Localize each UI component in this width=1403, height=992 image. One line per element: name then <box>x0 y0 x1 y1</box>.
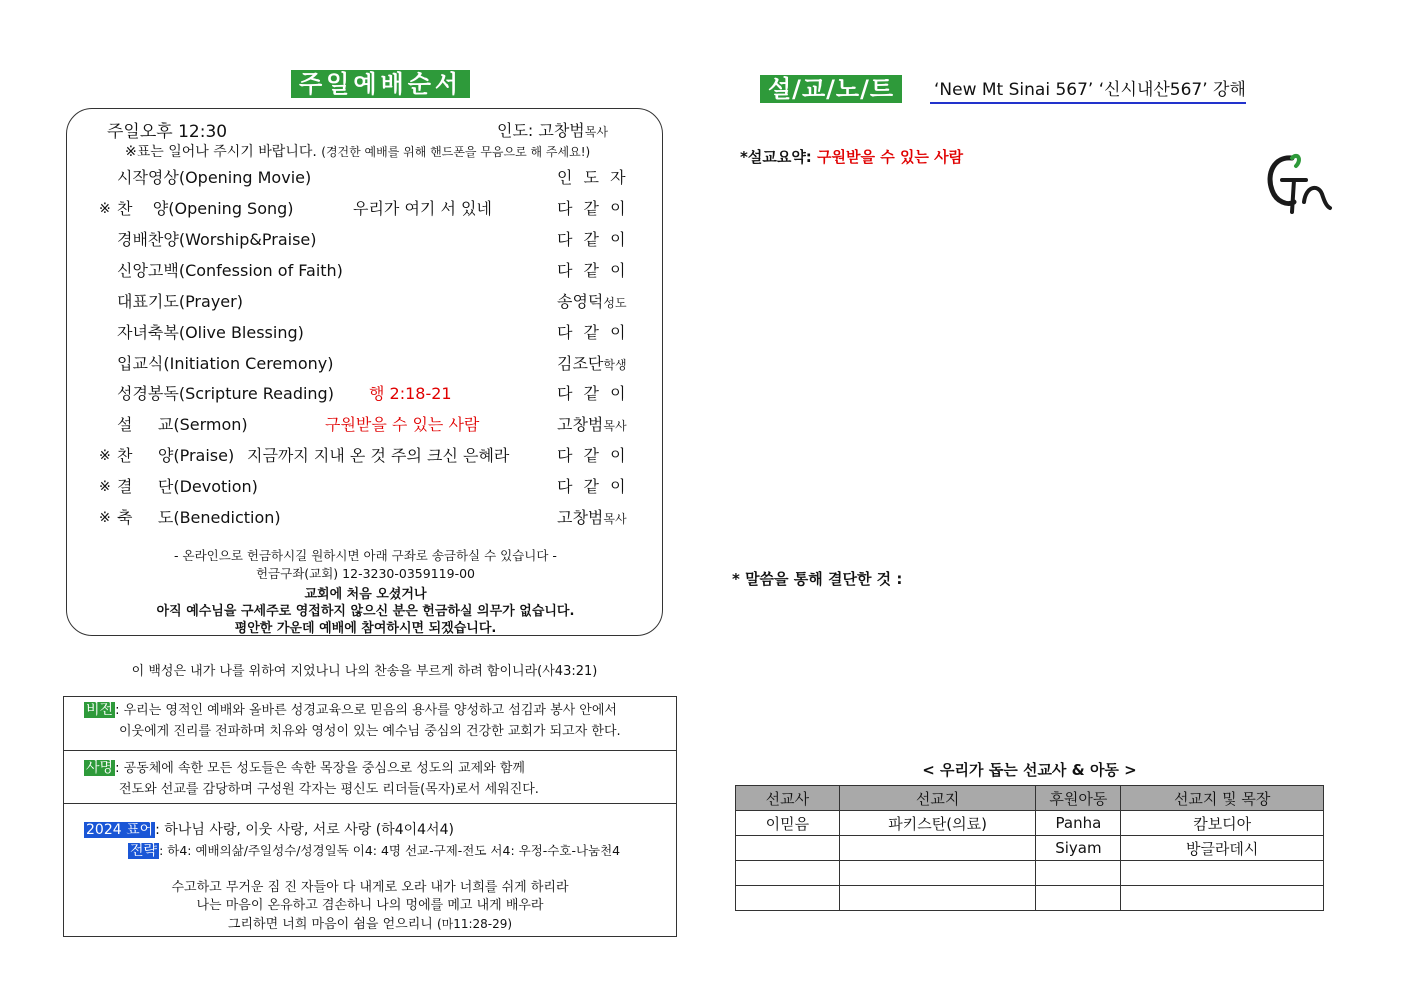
sermon-note-title: 설/교/노/트 <box>760 75 902 103</box>
mission-text-2: 전도와 선교를 감당하며 구성원 각자는 평신도 리더들(목자)로서 세워진다. <box>119 782 539 797</box>
order-item <box>67 196 664 222</box>
vision-section <box>64 697 676 751</box>
welcome-line-3: 평안한 가운데 예배에 참여하시면 되겠습니다. <box>234 621 497 636</box>
order-item-detail: 구원받을 수 있는 사람 <box>325 415 480 434</box>
stand-mark: ※ <box>99 448 111 464</box>
mission-label: 사명 <box>86 760 114 776</box>
welcome-line-2: 아직 예수님을 구세주로 영접하지 않으신 분은 헌금하실 의무가 없습니다. <box>156 604 575 619</box>
table-cell: 캄보디아 <box>1121 811 1324 836</box>
sermon-summary: *설교요약: 구원받을 수 있는 사람 <box>740 148 964 166</box>
order-item <box>67 412 664 438</box>
table-cell: 이믿음 <box>736 811 840 836</box>
missions-table <box>735 785 1324 911</box>
order-item-detail: 우리가 여기 서 있네 <box>353 199 492 218</box>
table-cell <box>1121 861 1324 886</box>
mission-section <box>64 751 676 804</box>
stand-mark: ※ <box>99 479 111 495</box>
service-leader: 인도: 고창범목사 <box>497 121 608 140</box>
table-row <box>736 811 1324 836</box>
table-cell <box>839 836 1036 861</box>
verse-line: 이 백성은 내가 나를 위하여 지었나니 나의 찬송을 부르게 하려 함이니라(사43:21) <box>131 664 598 679</box>
missions-table-title: < 우리가 돕는 선교사 & 아동 > <box>922 761 1137 779</box>
church-logo-icon <box>1262 150 1334 220</box>
order-item-name: 경배찬양(Worship&Praise) <box>117 230 317 249</box>
service-time: 주일오후 12:30 <box>107 122 228 142</box>
table-cell: 방글라데시 <box>1121 836 1324 861</box>
order-item-name: 찬 양(Praise) <box>117 446 235 465</box>
order-item-leader: 김조단학생 <box>557 354 627 373</box>
table-row <box>736 886 1324 911</box>
order-item <box>67 474 664 500</box>
offering-note: - 온라인으로 헌금하시길 원하시면 아래 구좌로 송금하실 수 있습니다 - <box>174 548 557 563</box>
offering-account: 헌금구좌(교회) 12-3230-0359119-00 <box>255 566 475 581</box>
table-header-cell: 후원아동 <box>1036 786 1121 811</box>
order-item-leader: 다 같 이 <box>557 477 629 496</box>
table-row <box>736 861 1324 886</box>
order-item-leader: 고창범목사 <box>557 508 627 527</box>
order-item <box>67 289 664 315</box>
order-item-name: 성경봉독(Scripture Reading) <box>117 384 334 403</box>
order-item <box>67 505 664 531</box>
table-cell <box>1036 886 1121 911</box>
order-item <box>67 351 664 377</box>
stand-note: ※표는 일어나 주시기 바랍니다. (경건한 예배를 위해 핸드폰을 무음으로 해 주세요!) <box>125 144 591 160</box>
order-item-name: 자녀축복(Olive Blessing) <box>117 323 304 342</box>
order-item <box>67 381 664 407</box>
stand-mark: ※ <box>99 510 111 526</box>
year-label: 2024 표어 <box>86 822 154 838</box>
table-cell: 파키스탄(의료) <box>839 811 1036 836</box>
table-header-cell: 선교지 및 목장 <box>1121 786 1324 811</box>
stand-mark: ※ <box>99 201 111 217</box>
vision-box <box>63 696 677 937</box>
table-cell <box>736 886 840 911</box>
table-cell <box>839 886 1036 911</box>
order-item-name: 대표기도(Prayer) <box>117 292 243 311</box>
order-item <box>67 227 664 253</box>
table-header-cell: 선교지 <box>839 786 1036 811</box>
worship-order-box <box>66 108 663 636</box>
order-item <box>67 165 664 191</box>
order-item <box>67 443 664 469</box>
order-item-leader: 고창범목사 <box>557 415 627 434</box>
strategy: 전략 : 하4: 예배의삶/주일성수/성경일독 이4: 4명 선교-구제-전도 서4: 우정-수호-나눔천4 <box>130 843 621 859</box>
mission-text-1: : 공동체에 속한 모든 성도들은 속한 목장을 중심으로 성도의 교제와 함께 <box>115 761 525 776</box>
table-header-cell: 선교사 <box>736 786 840 811</box>
order-item-detail: 행 2:18-21 <box>369 384 452 403</box>
order-item-name: 결 단(Devotion) <box>117 477 258 496</box>
order-item-leader: 다 같 이 <box>557 384 629 403</box>
strategy-label: 전략 <box>130 843 158 859</box>
table-cell <box>1121 886 1324 911</box>
order-item <box>67 258 664 284</box>
table-cell <box>736 861 840 886</box>
order-item-leader: 다 같 이 <box>557 199 629 218</box>
order-item-leader: 송영덕성도 <box>557 292 627 311</box>
table-row <box>736 836 1324 861</box>
order-item-leader: 다 같 이 <box>557 446 629 465</box>
vision-label: 비전 <box>86 702 114 718</box>
order-item-name: 찬 양(Opening Song) <box>117 199 294 218</box>
table-cell: Siyam <box>1036 836 1121 861</box>
sermon-series: ‘New Mt Sinai 567’ ‘신시내산567’ 강해 <box>930 78 1246 104</box>
order-item-leader: 다 같 이 <box>557 261 629 280</box>
order-item-name: 신앙고백(Confession of Faith) <box>117 261 343 280</box>
table-cell <box>1036 861 1121 886</box>
decision-label: * 말씀을 통해 결단한 것 : <box>732 570 903 588</box>
order-item-leader: 다 같 이 <box>557 323 629 342</box>
order-item-name: 축 도(Benediction) <box>117 508 281 527</box>
table-cell: Panha <box>1036 811 1121 836</box>
order-item-leader: 다 같 이 <box>557 230 629 249</box>
bible-quote: 수고하고 무거운 짐 진 자들아 다 내게로 오라 내가 너희를 쉬게 하리라 나는 마음이 온유하고 겸손하니 나의 멍에를 메고 내게 배우라 그리하면 너희 마음이 쉼을 얻으리니 (마11:28-29) <box>171 880 569 932</box>
table-header-row <box>736 786 1324 811</box>
worship-order-title: 주일예배순서 <box>291 70 470 98</box>
vision-text-2: 이웃에게 진리를 전파하며 치유와 영성이 있는 예수님 중심의 건강한 교회가 되고자 한다. <box>119 724 621 739</box>
table-cell <box>839 861 1036 886</box>
table-cell <box>736 836 840 861</box>
order-item-name: 입교식(Initiation Ceremony) <box>117 354 334 373</box>
order-item <box>67 320 664 346</box>
order-item-detail: 지금까지 지내 온 것 주의 크신 은혜라 <box>247 446 510 465</box>
order-item-name: 시작영상(Opening Movie) <box>117 168 312 187</box>
welcome-line-1: 교회에 처음 오셨거나 <box>304 587 427 602</box>
table-body <box>736 811 1324 911</box>
order-item-leader: 인 도 자 <box>557 168 629 187</box>
order-item-name: 설 교(Sermon) <box>117 415 248 434</box>
year-motto: 2024 표어 : 하나님 사랑, 이웃 사랑, 서로 사랑 (하4이4서4) <box>86 822 454 838</box>
vision-text-1: : 우리는 영적인 예배와 올바른 성경교육으로 믿음의 용사를 양성하고 섬김과 봉사 안에서 <box>115 703 617 718</box>
